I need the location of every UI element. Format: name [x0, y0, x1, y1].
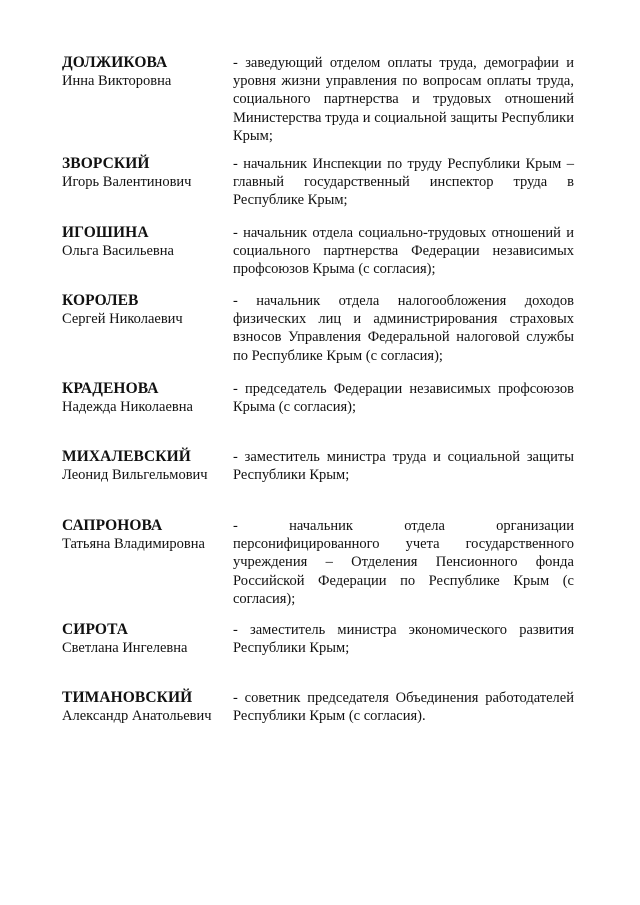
- member-name-block: [62, 155, 230, 191]
- member-surname: ИГОШИНА: [62, 224, 149, 241]
- member-surname: КРАДЕНОВА: [62, 380, 159, 397]
- member-surname: СИРОТА: [62, 621, 129, 638]
- member-name-block: [62, 380, 230, 416]
- member-position: - заместитель министра труда и социальной защиты Республики Крым;: [233, 449, 574, 484]
- member-surname: МИХАЛЕВСКИЙ: [62, 448, 191, 465]
- member-given-name: Александр Анатольевич: [62, 708, 212, 724]
- member-name-block: [62, 292, 230, 328]
- member-surname: ДОЛЖИКОВА: [62, 54, 168, 71]
- member-surname: ЗВОРСКИЙ: [62, 155, 150, 172]
- member-given-name: Светлана Ингелевна: [62, 640, 188, 656]
- member-name-block: [62, 224, 230, 260]
- member-name-block: [62, 621, 230, 657]
- member-position: - заведующий отделом оплаты труда, демографии и уровня жизни управления по вопросам оплаты труда, социального партнерства и трудовых отношений Министерства труда и социальной защиты Республики Крым;: [233, 55, 574, 144]
- member-given-name: Игорь Валентинович: [62, 174, 192, 190]
- member-given-name: Татьяна Владимировна: [62, 536, 205, 552]
- member-surname: САПРОНОВА: [62, 517, 163, 534]
- member-name-block: [62, 448, 230, 484]
- member-position: - председатель Федерации независимых профсоюзов Крыма (с согласия);: [233, 381, 574, 416]
- member-name-block: [62, 517, 230, 553]
- member-surname: КОРОЛЕВ: [62, 292, 139, 309]
- member-position: - заместитель министра экономического развития Республики Крым;: [233, 622, 574, 657]
- member-surname: ТИМАНОВСКИЙ: [62, 689, 193, 706]
- member-name-block: [62, 689, 230, 725]
- member-position: - начальник отдела налогообложения доходов физических лиц и администрирования страховых взносов Управления Федеральной налоговой службы по Республике Крым (с согласия);: [233, 293, 574, 364]
- member-given-name: Леонид Вильгельмович: [62, 467, 208, 483]
- member-position: - советник председателя Объединения работодателей Республики Крым (с согласия).: [233, 690, 574, 725]
- member-name-block: [62, 54, 230, 90]
- member-given-name: Инна Викторовна: [62, 73, 172, 89]
- member-position: - начальник отдела социально-трудовых отношений и социального партнерства Федерации независимых профсоюзов Крыма (с согласия);: [233, 225, 574, 278]
- member-given-name: Ольга Васильевна: [62, 243, 174, 259]
- member-given-name: Надежда Николаевна: [62, 399, 193, 415]
- member-position: - начальник Инспекции по труду Республики Крым – главный государственный инспектор труда в Республике Крым;: [233, 156, 574, 209]
- member-position: - начальник отдела организации персонифицированного учета государственного учреждения – Отделения Пенсионного фонда Российской Федерации по Республике Крым (с согласия);: [233, 518, 574, 607]
- member-given-name: Сергей Николаевич: [62, 311, 183, 327]
